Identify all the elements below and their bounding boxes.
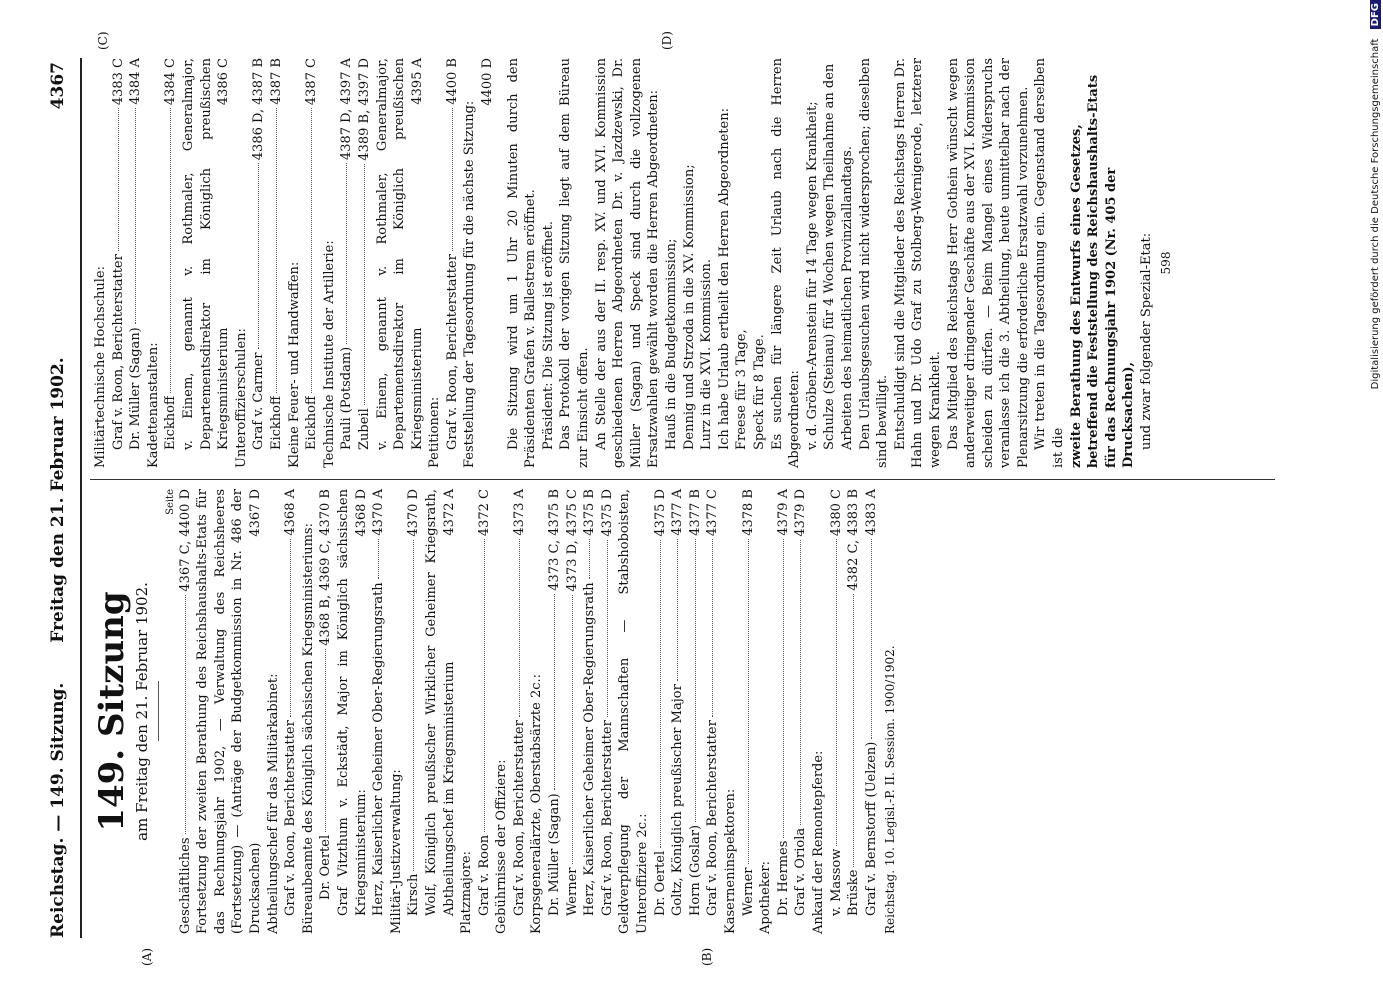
toc-entry: Petitionen: [427,396,443,468]
toc-entry [581,489,599,934]
toc-entry [180,58,233,468]
toc-entry [444,58,462,468]
toc-entry-text: Dr. Müller (Sagan) [547,793,563,916]
toc-entry [461,58,496,468]
toc-entry-text: Graf v. Roon, Berichterstatter [110,254,126,450]
dot-leader [799,540,801,825]
header-rule [80,58,82,938]
toc-entry: Abtheilungschef für das Militärkabinet: [265,673,281,934]
toc-entry [356,58,374,468]
protocol-paragraph: Freese für 3 Tage, [734,329,750,450]
toc-entry [110,58,128,468]
dot-leader [345,163,347,344]
dot-leader [134,108,136,325]
toc-entry-text: Feststellung der Tagesordnung für die nächste Sitzung: [462,100,478,468]
toc-entry [652,489,670,934]
protocol-paragraph: und zwar folgender Spezial-Etat: [1139,232,1155,450]
toc-entry-page: 4384 C [163,58,179,106]
dot-leader [275,108,277,393]
toc-entry: Kadettenanstalten: [145,342,161,468]
dot-leader [676,539,678,682]
sheet-number: 598 [1158,251,1173,275]
toc-entry-text: Graf v. Roon, Berichterstatter [283,720,299,916]
protocol-paragraph: Ich habe Urlaub ertheilt den Herren Abgeordneten: [716,108,732,450]
toc-entry [282,489,300,934]
protocol-paragraph: Das Protokoll der vorigen Sitzung liegt auf dem Büreau zur Einsicht offen. [558,58,592,468]
toc-entry-text: Graf v. Bernstorff (Uelzen) [863,741,879,916]
margin-mark-c: (C) [96,31,110,50]
toc-entry [845,489,863,934]
toc-entry: Büreaubeamte des Königlich sächsischen Kriegsministeriums: [300,523,316,934]
dot-leader [571,595,573,865]
toc-entry-text: Werner [740,867,756,916]
toc-entry [338,58,356,468]
protocol-paragraph: Schulze (Steinau) für 4 Wochen wegen Theilnahme an den Arbeiten des heimatlichen Provinziallandtags. [822,63,855,450]
toc-entry-page: 4373 C, 4375 B [547,489,563,591]
protocol-paragraph: Hauß in die Budgetkommission; [664,238,679,450]
toc-entry-page: 4367 D [247,489,263,537]
protocol-paragraph: v. d. Gröben-Arenstein für 14 Tage wegen Krankheit; [804,101,820,450]
toc-entry-page: 4367 C, 4400 D [177,489,193,592]
toc-entry-text: Graf v. Roon [476,834,492,916]
margin-mark-a: (A) [140,947,154,966]
toc-entry-text: Eickhoff [163,395,179,450]
toc-entry-text: Goltz, Königlich preußischer Major [670,684,686,916]
header-left: Reichstag. — 149. Sitzung. [48,682,68,938]
protocol-paragraph: Das Mitglied des Reichstags Herr Gothein wünscht wegen anderweitiger dringender Geschäfte aus der XVI. Kommission scheiden zu dürfen. — Beim Mangel eines Widerspruchs veranlasse ich die 3. Abtheilung, heute unmittelbar nach der Plenarsitzung die erforderliche Ersatzwahl vorzunehmen. [945,58,1031,468]
dot-leader [310,108,312,393]
dfg-logo: DFG [1370,0,1381,29]
toc-entry-page: 4387 C [304,58,320,106]
toc-entry-page: 4387 B [268,58,284,105]
right-column [92,58,1175,468]
toc-entry: Militär-Justizverwaltung: [388,769,404,934]
toc-entry [775,489,793,934]
protocol-paragraph: Es suchen für längere Zeit Urlaub nach die Herren Abgeordneten: [769,58,803,468]
toc-entry-page: 4383 C [110,58,126,106]
toc-entry-text: v. Einem, genannt v. Rothmaler, Generalmajor, Departementsdirektor im Königlich preußischen Kriegsministerium [180,58,232,450]
toc-entry: Apotheker: [758,861,774,934]
session-title: 149. Sitzung [92,591,132,832]
toc-entry: Technische Institute der Artillerie: [321,240,337,468]
toc-entry-page: 4377 C [705,489,721,537]
toc-entry [740,489,758,934]
toc-entry: Kaserneninspektoren: [723,788,738,934]
toc-entry-text: Graf v. Roon, Berichterstatter [599,720,615,916]
toc-entry [335,489,370,934]
title-rule [158,682,159,742]
toc-entry [669,489,687,934]
toc-entry [370,489,388,934]
toc-entry [423,489,458,934]
toc-entry-page: 4378 B [740,489,756,536]
toc-entry-text: Dr. Oertel [318,834,334,900]
dot-leader [711,539,713,717]
toc-entry-text: v. Massow [828,848,844,916]
toc-entry [792,489,810,934]
header-date: Freitag den 21. Februar 1902. [48,357,68,643]
page-number: 4367 [48,62,68,110]
margin-mark-b: (B) [700,947,714,966]
toc-entry-text: Eickhoff [304,395,320,450]
toc-entry-page: 4373 A [511,489,527,536]
toc-entry-page: 4389 B, 4397 D [356,58,372,161]
toc-entry-text: v. Einem, genannt v. Rothmaler, Generalmajor, Departementsdirektor im Königlich preußischen Kriegsministerium [374,58,425,450]
toc-entry-page: 4395 A [409,58,425,105]
toc-entry-page: 4383 A [863,489,879,536]
protocol-paragraph: Lurz in die XVI. Kommission. [699,258,715,450]
toc-entry-text: Brüske [846,869,862,916]
dot-leader [377,539,379,580]
toc-entry [687,489,705,934]
dot-leader [363,164,365,406]
toc-entry-text: Graf v. Roon, Berichterstatter [705,720,721,916]
protocol-paragraph: Entschuldigt sind die Mitglieder des Reichstags Herren Dr. Hahn und Dr. Udo Graf zu Stolberg-Wernigerode, letzterer wegen Krankheit. [892,58,943,468]
toc-entry-page: 4387 D, 4397 A [339,58,355,161]
toc-entry [177,489,195,934]
protocol-paragraph: Speck für 8 Tage. [751,334,767,450]
toc-entry [704,489,722,934]
toc-entry-text: Graf v. Roon, Berichterstatter [511,720,527,916]
toc-entry-page: 4377 A [670,489,686,536]
dot-leader [870,539,872,739]
dot-leader [553,594,555,791]
toc-entry [127,58,145,468]
toc-entry-text: Werner [564,867,580,916]
toc-entry-text: Geschäftliches [177,837,193,934]
session-date: am Freitag den 21. Februar 1902. [133,582,151,841]
toc-entry [303,58,321,468]
toc-entry-page: 4368 B, 4369 C, 4370 B [318,489,334,646]
toc-entry-page: 4375 D [652,489,668,537]
toc-entry-text: Kirsch [406,873,422,916]
toc-entry-page: 4375 B [582,489,598,536]
toc-entry-text: Herz, Kaiserlicher Geheimer Ober-Regierungsrath [582,582,598,916]
toc-entry-text: Dr. Oertel [652,850,668,916]
seite-label: Seite [164,489,176,515]
toc-entry: Militärtechnische Hochschule: [93,266,108,468]
session-protocol [505,58,1156,468]
toc-entry [250,58,268,468]
toc-entry-page: 4384 A [128,58,144,105]
toc-entry: Geldverpflegung der Mannschaften — Stabshoboisten, Unteroffiziere 2c.: [617,489,651,934]
protocol-paragraph: Präsident: Die Sitzung ist eröffnet. [540,221,556,450]
page-header [48,0,78,1000]
protocol-paragraph: Die Sitzung wird um 1 Uhr 20 Minuten durch den Präsidenten Grafen v. Ballestrem eröffnet. [505,58,539,468]
dot-leader [257,163,259,349]
toc-entry [863,489,881,934]
toc-entry-text: Dr. Müller (Sagan) [128,327,144,450]
dot-leader [412,540,414,871]
dot-leader [606,540,608,718]
toc-entry [599,489,617,934]
toc-entry-page: 4368 A [283,489,299,536]
toc-entry [564,489,582,934]
protocol-paragraph: zweite Berathung des Entwurfs eines Gesetzes, betreffend die Feststellung des Reichshaushalts-Etats für das Rechnungsjahr 1902 (Nr. 405 der Drucksachen), [1068,74,1137,468]
toc-entry-text: Graf Vitzthum v. Eckstädt, Major im Königlich sächsischen Kriegsministerium: [335,489,369,916]
dot-leader [324,649,326,832]
toc-entry-page: 4379 A [775,489,791,536]
toc-entry-page: 4400 B [444,58,460,105]
toc-entry [405,489,423,934]
protocol-paragraph: Den Urlaubsgesuchen wird nicht widersprochen; dieselben sind bewilligt. [857,58,891,468]
dot-leader [852,594,854,867]
toc-entry-text: Pauli (Potsdam) [339,346,355,450]
toc-entry [194,489,264,934]
left-column [92,489,900,934]
toc-entry-text: Horn (Goslar) [687,824,703,916]
column-divider [90,479,1275,480]
toc-entry [476,489,494,934]
toc-entry-page: 4368 D [353,489,369,537]
toc-entry-page: 4370 A [371,489,387,536]
margin-mark-d: (D) [660,31,674,50]
toc-entry-text: Graf v. Oriola [793,827,809,916]
toc-entry-text: Graf v. Carmer [251,352,267,450]
toc-entry-page: 4386 C [216,58,232,106]
digitization-note: Digitalisierung gefördert durch die Deutsche Forschungsgemeinschaft [1370,38,1381,390]
toc-entry-text: Herz, Kaiserlicher Geheimer Ober-Regierungsrath [371,582,387,916]
toc-entry-page: 4400 D [480,58,496,106]
toc-entry: Kleine Feuer- und Handwaffen: [286,261,302,468]
toc-entry-text: Graf v. Roon, Berichterstatter [444,254,460,450]
dot-leader [782,539,784,838]
toc-entry-page: 4370 D [406,489,422,537]
toc-entry [546,489,564,934]
dot-leader [169,108,171,393]
dot-leader [117,108,119,251]
toc-entry-page: 4377 B [687,489,703,536]
toc-entry [268,58,286,468]
dot-leader [289,539,291,718]
toc-entry-text: Zubeil [356,408,372,450]
dot-leader [483,539,485,832]
dot-leader [747,539,749,865]
toc-entry: Platzmajore: [459,851,475,934]
toc-entry-page: 4373 D, 4375 C [564,489,580,592]
toc-entry-page: 4379 D [793,489,809,537]
protocol-paragraph: Wir treten in die Tagesordnung ein. Gegenstand derselben ist die [1033,58,1067,468]
legislative-footer: Reichstag. 10. Legisl.-P. II. Session. 1900/1902. [883,645,898,934]
toc-entry [374,58,427,468]
protocol-paragraph: Dennig und Strzoda in die XV. Kommission; [681,164,697,450]
dot-leader [588,539,590,580]
toc-entry-text: Eickhoff [268,395,284,450]
toc-entry-page: 4382 C, 4383 B [846,489,862,591]
toc-entry: Ankauf der Remontepferde: [810,750,826,934]
toc-entry: Gebührnisse der Offiziere: [494,759,510,934]
toc-entry-page: 4372 C [476,489,492,537]
dot-leader [451,108,453,251]
toc-entry: Korpsgeneralärzte, Oberstabsärzte 2c.: [529,673,545,934]
digitization-credit [1370,0,1381,995]
toc-entry-page: 4375 D [599,489,615,537]
protocol-paragraph: An Stelle der aus der II. resp. XV. und XVI. Kommission geschiedenen Herren Abgeordneten Dr. v. Jazdzewski, Dr. Müller (Sagan) und Speck sind durch die vollzogenen Ersatzwahlen gewählt worden die Herren Abgeordneten: [593,58,662,468]
toc-entry-page: 4372 A [441,489,457,536]
dot-leader [518,539,520,718]
toc-entry-page: 4380 C [828,489,844,537]
toc-entry [317,489,335,934]
table-of-contents [177,489,881,934]
dot-leader [694,539,696,822]
dot-leader [659,540,661,848]
toc-entry: Unteroffizierschulen: [233,328,249,468]
toc-entry [162,58,180,468]
toc-entry-text: Fortsetzung der zweiten Berathung des Reichshaushalts-Etats für das Rechnungsjahr 1902, — Verwaltung des Reichsheeres (Fortsetzung) — (Anträge der Budgetkommission in Nr. 486 der Drucksachen) [195,489,263,934]
dot-leader [184,595,186,835]
toc-entry-text: Wolf, Königlich preußischer Wirklicher Geheimer Kriegsrath, Abtheilungschef im Kriegsministerium [423,489,457,916]
toc-entry [511,489,529,934]
table-of-contents-continued [92,58,497,468]
dot-leader [835,539,837,845]
toc-entry-page: 4386 D, 4387 B [251,58,267,161]
toc-entry [828,489,846,934]
toc-entry-text: Dr. Hermes [775,840,791,916]
